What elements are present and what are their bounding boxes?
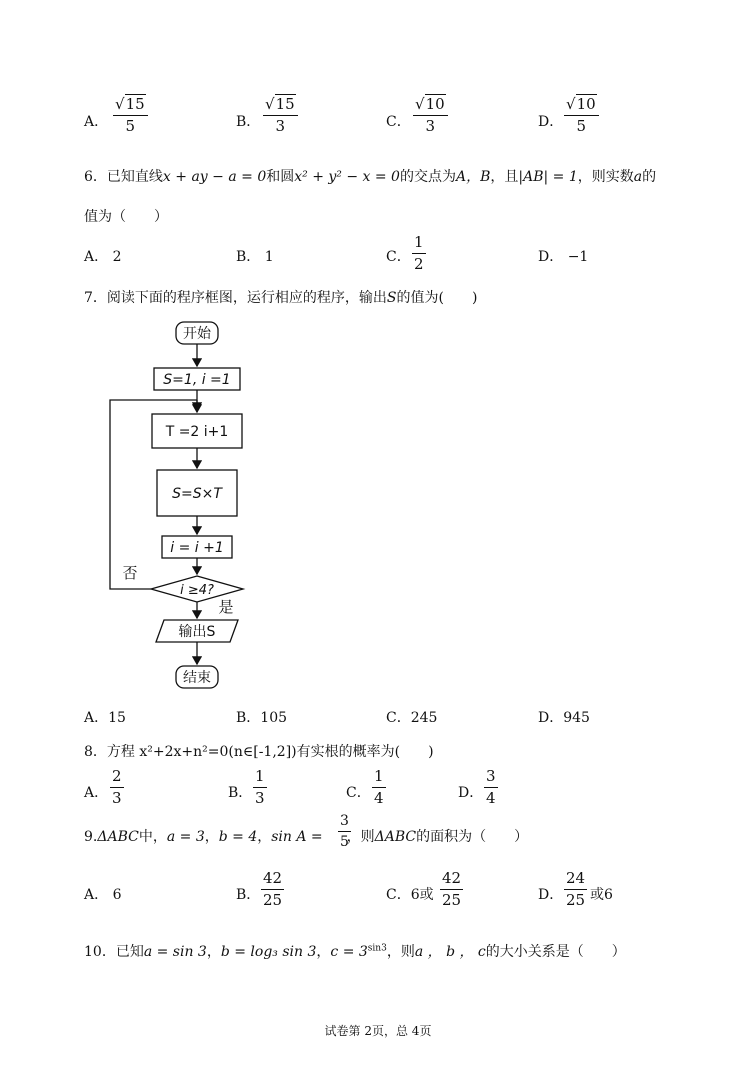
- q10-stem: 10．已知a = sin 3，b = log₃ sin 3，$c = 3^{sin3}$，则a ， b ， c的大小关系是（ ）: [84, 943, 626, 960]
- q6-option-d: D． −1: [538, 249, 589, 265]
- flow-step3-label: i = i +1: [170, 540, 224, 556]
- flow-output-label: 输出S: [178, 624, 216, 640]
- q8-stem: 8．方程 x²+2x+n²=0(n∈[-1,2])有实根的概率为( ): [84, 744, 434, 760]
- q6-option-b: B． 1: [236, 249, 274, 265]
- q9-option-d-suffix: 或6: [590, 887, 613, 903]
- q9-option-d-fraction: $\frac{24}{25}$: [566, 869, 586, 909]
- q7-option-d: D．945: [538, 710, 590, 726]
- q5-option-d-fraction: $\frac{√10}{5}$: [564, 97, 599, 134]
- q9-option-b-fraction: $\frac{42}{25}$: [263, 869, 283, 909]
- q9-option-c-fraction: $\frac{42}{25}$: [442, 869, 462, 909]
- flow-yes-label: 是: [218, 598, 234, 616]
- q6-option-a: A． 2: [84, 249, 122, 265]
- q8-option-d-letter: D．: [458, 785, 484, 801]
- q7-stem: 7．阅读下面的程序框图，运行相应的程序，输出S的值为( ): [84, 290, 478, 306]
- q9-sin-fraction: $\frac{3}{5}$: [340, 813, 349, 850]
- q5-option-a-letter: A．: [84, 114, 109, 130]
- q7-option-b: B．105: [236, 710, 288, 726]
- flow-no-label: 否: [122, 564, 138, 582]
- q6-stem: 6．已知直线x + ay − a = 0和圆x² + y² − x = 0的交点为A，B，且|AB| = 1，则实数a的: [84, 169, 657, 185]
- q9-option-b-letter: B．: [236, 887, 261, 903]
- q5-option-a-fraction: $\frac{√15}{5}$: [113, 97, 148, 134]
- flow-start-label: 开始: [183, 326, 211, 342]
- flow-init-label: S=1, i =1: [163, 372, 231, 388]
- q6-option-c-fraction: $\frac{1}{2}$: [414, 233, 424, 273]
- q7-option-a: A．15: [84, 710, 126, 726]
- page-footer: 试卷第 2页，总 4页: [324, 1024, 432, 1038]
- q5-option-b-letter: B．: [236, 114, 261, 130]
- q8-option-a-fraction: $\frac{2}{3}$: [112, 767, 122, 807]
- q9-option-d-letter: D．: [538, 887, 564, 903]
- q5-option-d-letter: D．: [538, 114, 564, 130]
- q8-option-c-fraction: $\frac{1}{4}$: [374, 767, 384, 807]
- q5-option-b-fraction: $\frac{√15}{3}$: [263, 97, 298, 134]
- q7-option-c: C．245: [386, 710, 438, 726]
- q9-stem: 9.ΔABC中，a = 3，b = 4，sin A = ，则ΔABC的面积为（ ）: [84, 829, 529, 845]
- q5-option-c-letter: C．: [386, 114, 411, 130]
- q8-option-c-letter: C．: [346, 785, 371, 801]
- q8-option-b-fraction: $\frac{1}{3}$: [255, 767, 265, 807]
- q8-option-b-letter: B．: [228, 785, 253, 801]
- flow-decision-label: i ≥4?: [180, 583, 214, 598]
- q9-option-c-letter: C．6或: [386, 887, 434, 903]
- q5-option-c-fraction: $\frac{√10}{3}$: [413, 97, 448, 134]
- flow-end-label: 结束: [183, 670, 211, 686]
- q9-option-a: A． 6: [84, 887, 122, 903]
- q6-stem-line2: 值为（ ）: [84, 209, 168, 225]
- q8-option-d-fraction: $\frac{3}{4}$: [486, 767, 496, 807]
- flow-step1-label: T =2 i+1: [165, 424, 229, 440]
- q6-option-c-letter: C．: [386, 249, 411, 265]
- flowchart: [100, 318, 260, 698]
- q8-option-a-letter: A．: [84, 785, 109, 801]
- flow-step2-label: S=S×T: [172, 486, 222, 502]
